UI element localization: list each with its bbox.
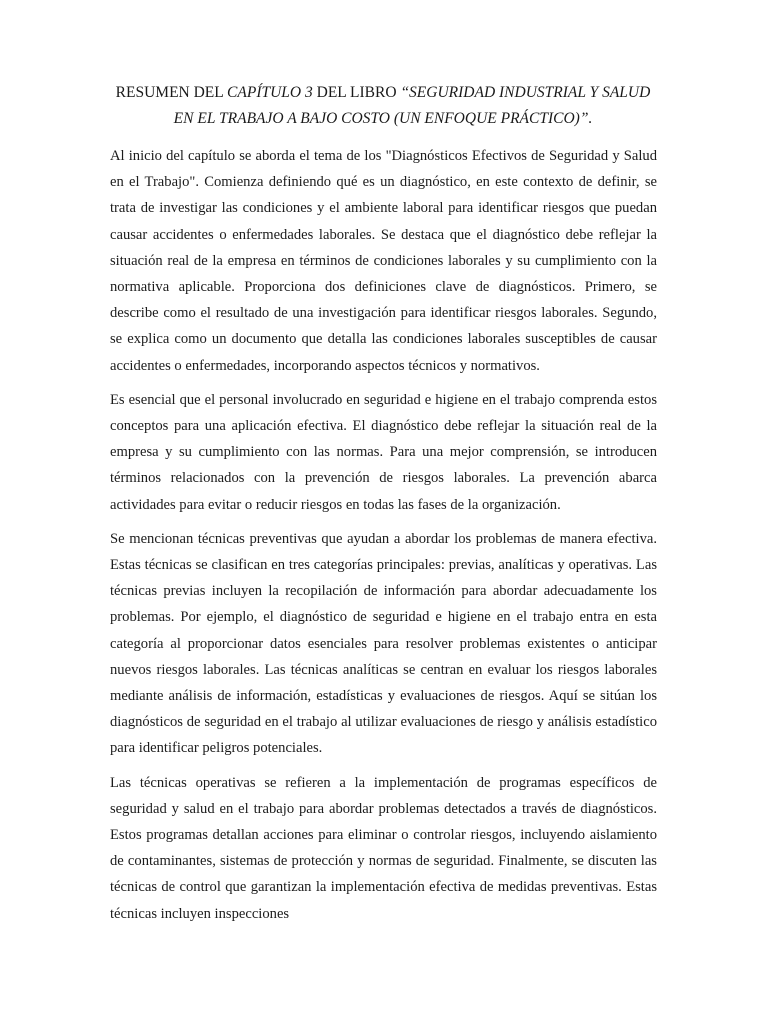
- title-text-resumen: RESUMEN DEL: [115, 84, 228, 101]
- paragraph-1: Al inicio del capítulo se aborda el tema de los "Diagnósticos Efectivos de Seguridad y Salud en el Trabajo". Comienza definiendo qué es un diagnóstico, en este contexto de definir, se trata de investigar las condiciones y el ambiente laboral para identificar riesgos que puedan causar accidentes o enfermedades laborales. Se destaca que el diagnóstico debe reflejar la situación real de la empresa en términos de condiciones laborales y su cumplimiento con la normativa aplicable. Proporciona dos definiciones clave de diagnósticos. Primero, se describe como el resultado de una investigación para identificar riesgos laborales. Segundo, se explica como un documento que detalla las condiciones laborales susceptibles de causar accidentes o enfermedades, incorporando aspectos técnicos y normativos.: [110, 148, 657, 374]
- paragraph-3: Se mencionan técnicas preventivas que ayudan a abordar los problemas de manera efectiva. Estas técnicas se clasifican en tres categorías principales: previas, analíticas y operativas. Las técnicas previas incluyen la recopilación de información para abordar adecuadamente los problemas. Por ejemplo, el diagnóstico de seguridad e higiene en el trabajo entra en esta categoría al proporcionar datos esenciales para resolver problemas existentes o anticipar nuevos riesgos laborales. Las técnicas analíticas se centran en evaluar los riesgos laborales mediante análisis de información, estadísticas y evaluaciones de riesgos. Aquí se sitúan los diagnósticos de seguridad en el trabajo al utilizar evaluaciones de riesgo y análisis estadístico para identificar peligros potenciales.: [110, 530, 657, 757]
- title-book-name-part2: EN EL TRABAJO A BAJO COSTO (UN ENFOQUE PRÁCTICO)”.: [173, 110, 593, 127]
- title-text-del-libro: DEL LIBRO: [312, 84, 401, 101]
- document-title: [100, 80, 666, 132]
- paragraph-4: Las técnicas operativas se refieren a la implementación de programas específicos de seguridad y salud en el trabajo para abordar problemas detectados a través de diagnósticos. Estos programas detallan acciones para eliminar o controlar riesgos, incluyendo aislamiento de contaminantes, sistemas de protección y normas de seguridad. Finalmente, se discuten las técnicas de control que garantizan la implementación efectiva de medidas preventivas. Estas técnicas incluyen inspecciones: [110, 774, 657, 922]
- title-book-name-part1: “SEGURIDAD INDUSTRIAL Y SALUD: [400, 84, 651, 101]
- paragraph-2: Es esencial que el personal involucrado en seguridad e higiene en el trabajo comprenda estos conceptos para una aplicación efectiva. El diagnóstico debe reflejar la situación real de la empresa y su cumplimiento con las normas. Para una mejor comprensión, se introducen términos relacionados con la prevención de riesgos laborales. La prevención abarca actividades para evitar o reducir riesgos en todas las fases de la organización.: [110, 391, 657, 513]
- document-body: [110, 143, 657, 935]
- title-chapter: CAPÍTULO 3: [227, 84, 313, 101]
